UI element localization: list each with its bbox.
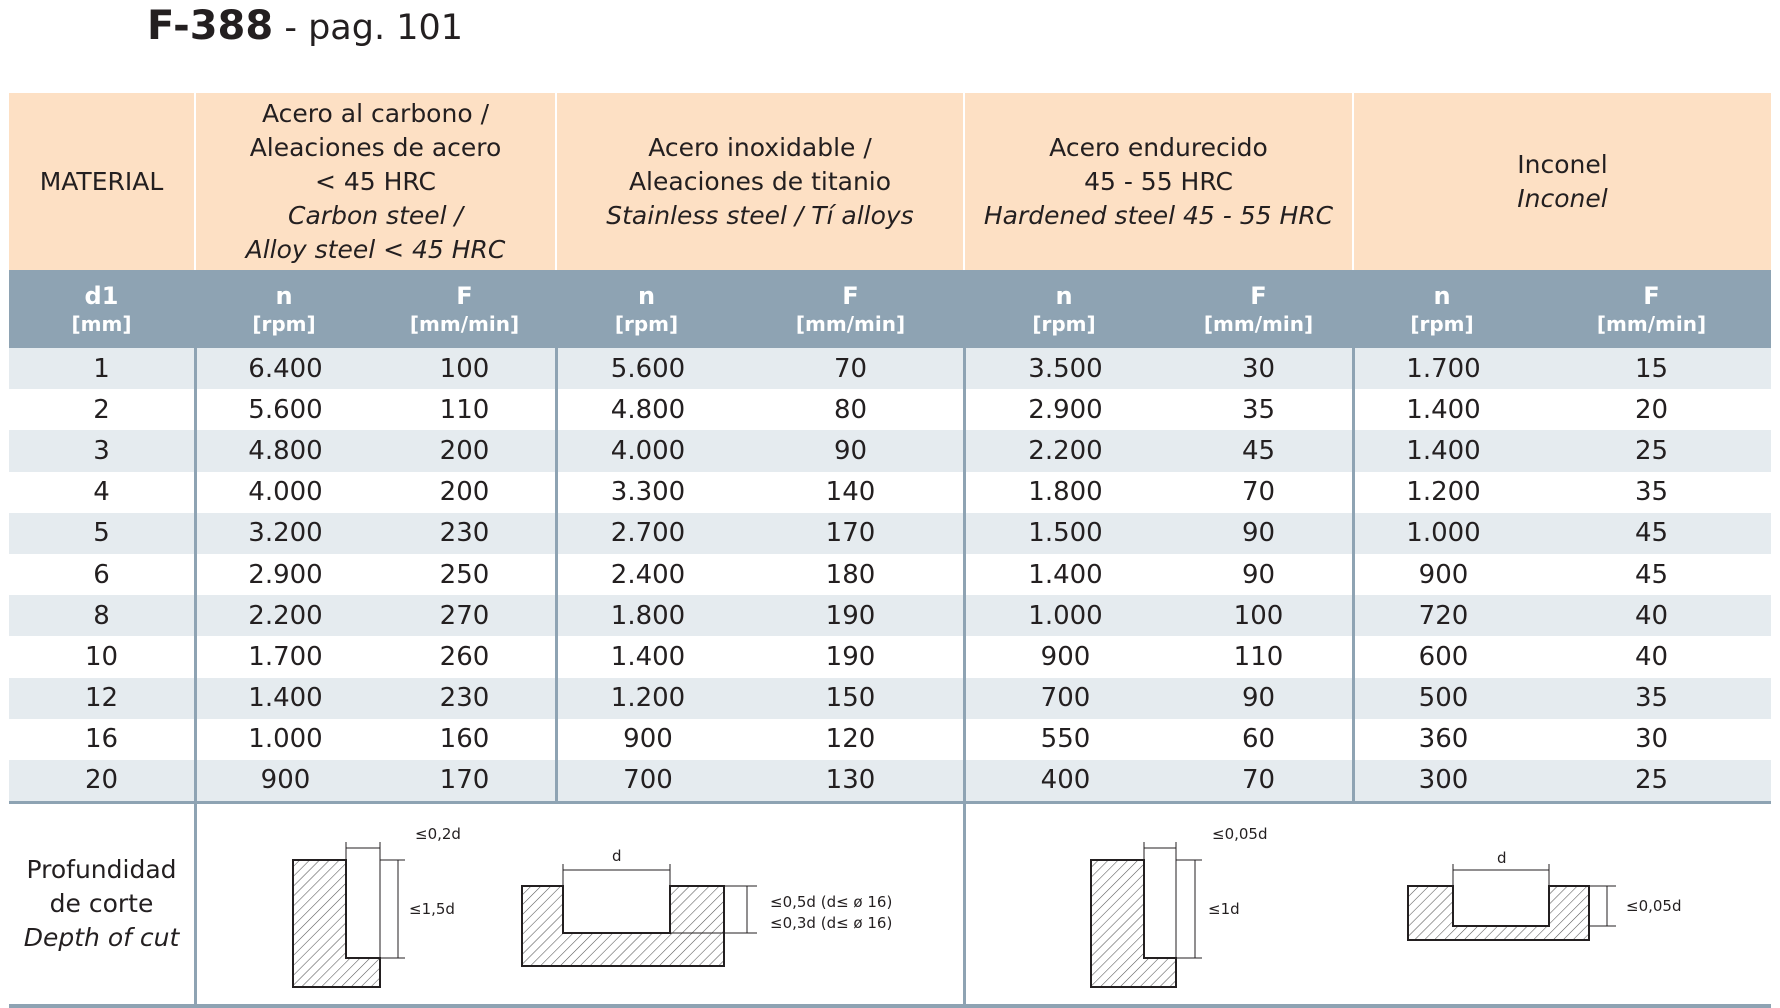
table-cell: 1.400 [1352,430,1532,471]
depth-of-cut-row [9,804,1771,1008]
f-label: F [1250,282,1267,310]
n-label: n [637,282,656,310]
table-cell: 5.600 [555,348,738,389]
table-cell: 90 [833,435,868,466]
table-cell: 2.200 [963,430,1165,471]
table-row [9,430,1771,471]
n-header [194,270,374,348]
group-line-en: Stainless steel / Tí alloys [606,200,914,230]
cutting-data-table [9,93,1771,1008]
table-cell: 1.700 [194,636,374,677]
table-cell: 70 [1241,477,1276,508]
d1-cell: 12 [84,683,119,714]
table-row [9,472,1771,513]
table-cell: 45 [1241,435,1276,466]
group-line-en: Alloy steel < 45 HRC [245,234,506,264]
table-cell: 5.600 [194,389,374,430]
table-cell: 35 [1634,683,1669,714]
table-cell: 360 [1352,719,1532,760]
material-label: MATERIAL [39,166,164,196]
table-cell: 720 [1352,595,1532,636]
group-line-en: Hardened steel 45 - 55 HRC [983,200,1334,230]
table-cell: 180 [825,559,876,590]
page-title [147,2,463,52]
d1-cell: 10 [84,641,119,672]
table-cell: 1.500 [963,513,1165,554]
table-cell: 300 [1352,760,1532,801]
side-width-label: ≤0,2d [415,825,461,844]
table-cell: 1.000 [963,595,1165,636]
side-depth-label: ≤1,5d [409,900,455,919]
d1-header [9,270,194,348]
table-cell: 900 [194,760,374,801]
table-cell: 30 [1241,353,1276,384]
table-cell: 100 [1233,600,1284,631]
table-cell: 550 [963,719,1165,760]
group-line: Acero al carbono / [262,98,489,128]
table-cell: 700 [963,678,1165,719]
table-cell: 170 [439,765,490,796]
parameter-header-row [9,270,1771,348]
table-cell: 900 [963,636,1165,677]
table-cell: 1.400 [963,554,1165,595]
table-cell: 4.800 [194,430,374,471]
d1-cell: 16 [84,724,119,755]
side-cut-profile [293,860,380,987]
table-cell: 190 [825,641,876,672]
n-label: n [1433,282,1451,310]
table-cell: 40 [1634,641,1669,672]
table-cell: 1.000 [1352,513,1532,554]
table-cell: 70 [1241,765,1276,796]
table-cell: 150 [825,683,876,714]
n-label: n [1055,282,1073,310]
table-cell: 110 [439,394,490,425]
table-cell: 90 [1241,518,1276,549]
n-unit: [rpm] [252,312,316,336]
f-label: F [1643,282,1660,310]
f-unit: [mm/min] [409,312,520,336]
group-stainless-steel [555,93,963,270]
table-cell: 30 [1634,724,1669,755]
table-cell: 130 [825,765,876,796]
table-row [9,719,1771,760]
side-cut-profile-hard [1091,860,1176,987]
table-cell: 1.400 [555,636,738,677]
n-unit: [rpm] [1410,312,1474,336]
table-cell: 160 [439,724,490,755]
table-cell: 45 [1634,559,1669,590]
f-unit: [mm/min] [1596,312,1707,336]
table-body [9,348,1771,804]
table-cell: 6.400 [194,348,374,389]
table-cell: 230 [439,683,490,714]
slot-width-label-hard: d [1497,849,1507,868]
table-cell: 1.000 [194,719,374,760]
depth-label-line: de corte [49,889,154,919]
depth-label-line: Profundidad [26,855,177,885]
table-cell: 60 [1241,724,1276,755]
table-cell: 900 [555,719,738,760]
slot-depth-label: ≤0,3d (d≤ ø 16) [770,914,893,933]
table-cell: 2.900 [194,554,374,595]
table-cell: 3.300 [555,472,738,513]
n-label: n [275,282,293,310]
group-line-en: Carbon steel / [288,200,463,230]
table-cell: 1.700 [1352,348,1532,389]
table-row [9,389,1771,430]
group-line: Acero endurecido [1049,132,1268,162]
table-cell: 35 [1634,477,1669,508]
table-cell: 120 [825,724,876,755]
slot-cut-profile-hard [1408,886,1589,940]
d1-cell: 3 [93,435,110,466]
group-carbon-steel [194,93,555,270]
d1-cell: 4 [93,477,110,508]
slot-cut-profile [522,886,724,966]
table-cell: 80 [833,394,868,425]
material-header [9,93,194,270]
table-cell: 4.000 [194,472,374,513]
table-row [9,348,1771,389]
table-cell: 140 [825,477,876,508]
table-row [9,595,1771,636]
slot-width-label: d [612,847,622,866]
table-cell: 2.400 [555,554,738,595]
table-row [9,636,1771,677]
table-cell: 270 [439,600,490,631]
table-row [9,760,1771,801]
table-cell: 250 [439,559,490,590]
table-cell: 260 [439,641,490,672]
group-hardened-steel [963,93,1352,270]
table-cell: 190 [825,600,876,631]
f-header [374,270,555,348]
group-line: Inconel [1517,149,1608,179]
page-reference: - pag. 101 [273,8,464,48]
table-cell: 1.800 [963,472,1165,513]
table-cell: 35 [1241,394,1276,425]
table-cell: 600 [1352,636,1532,677]
table-cell: 1.400 [1352,389,1532,430]
table-row [9,554,1771,595]
side-width-label-hard: ≤0,05d [1212,825,1268,844]
table-cell: 100 [439,353,490,384]
f-label: F [456,282,473,310]
group-line: < 45 HRC [314,166,437,196]
d1-cell: 20 [84,765,119,796]
d1-cell: 1 [93,353,110,384]
table-cell: 4.000 [555,430,738,471]
table-cell: 700 [555,760,738,801]
depth-diagram-right [963,804,1771,1004]
table-cell: 200 [439,477,490,508]
table-cell: 20 [1634,394,1669,425]
slot-depth-label-hard: ≤0,05d [1626,897,1682,916]
table-cell: 45 [1634,518,1669,549]
table-cell: 2.200 [194,595,374,636]
d1-unit: [mm] [71,312,132,336]
table-cell: 1.800 [555,595,738,636]
table-cell: 170 [825,518,876,549]
f-header [1165,270,1352,348]
material-header-row [9,93,1771,270]
n-header [1352,270,1532,348]
table-cell: 25 [1634,435,1669,466]
d1-cell: 5 [93,518,110,549]
f-unit: [mm/min] [1203,312,1314,336]
table-cell: 1.200 [1352,472,1532,513]
table-row [9,678,1771,719]
depth-of-cut-label [9,804,194,1004]
group-line: Aleaciones de titanio [628,166,892,196]
f-header [738,270,963,348]
table-cell: 1.400 [194,678,374,719]
table-cell: 15 [1634,353,1669,384]
group-inconel [1352,93,1771,270]
depth-diagram-left [194,804,963,1004]
d1-label: d1 [84,282,119,310]
n-header [963,270,1165,348]
table-cell: 500 [1352,678,1532,719]
table-cell: 2.900 [963,389,1165,430]
slot-depth-label: ≤0,5d (d≤ ø 16) [770,893,893,912]
table-cell: 400 [963,760,1165,801]
side-depth-label-hard: ≤1d [1208,900,1240,919]
table-cell: 900 [1352,554,1532,595]
table-row [9,513,1771,554]
product-code: F-388 [147,3,274,49]
depth-label-en: Depth of cut [23,923,180,953]
table-cell: 3.200 [194,513,374,554]
n-unit: [rpm] [1032,312,1096,336]
table-cell: 4.800 [555,389,738,430]
table-cell: 70 [833,353,868,384]
f-label: F [842,282,859,310]
group-line: Acero inoxidable / [648,132,872,162]
f-unit: [mm/min] [795,312,906,336]
table-cell: 90 [1241,559,1276,590]
table-cell: 200 [439,435,490,466]
group-line: 45 - 55 HRC [1084,166,1233,196]
n-header [555,270,738,348]
table-cell: 230 [439,518,490,549]
table-cell: 3.500 [963,348,1165,389]
depth-diagrams-svg-hard [966,804,1771,1004]
f-header [1532,270,1771,348]
table-cell: 90 [1241,683,1276,714]
table-cell: 110 [1233,641,1284,672]
table-cell: 2.700 [555,513,738,554]
table-cell: 40 [1634,600,1669,631]
d1-cell: 2 [93,394,110,425]
table-cell: 1.200 [555,678,738,719]
depth-diagrams-svg [197,804,963,1004]
group-line: Aleaciones de acero [249,132,502,162]
d1-cell: 6 [93,559,110,590]
group-line-en: Inconel [1517,183,1608,213]
table-cell: 25 [1634,765,1669,796]
n-unit: [rpm] [614,312,679,336]
d1-cell: 8 [93,600,110,631]
